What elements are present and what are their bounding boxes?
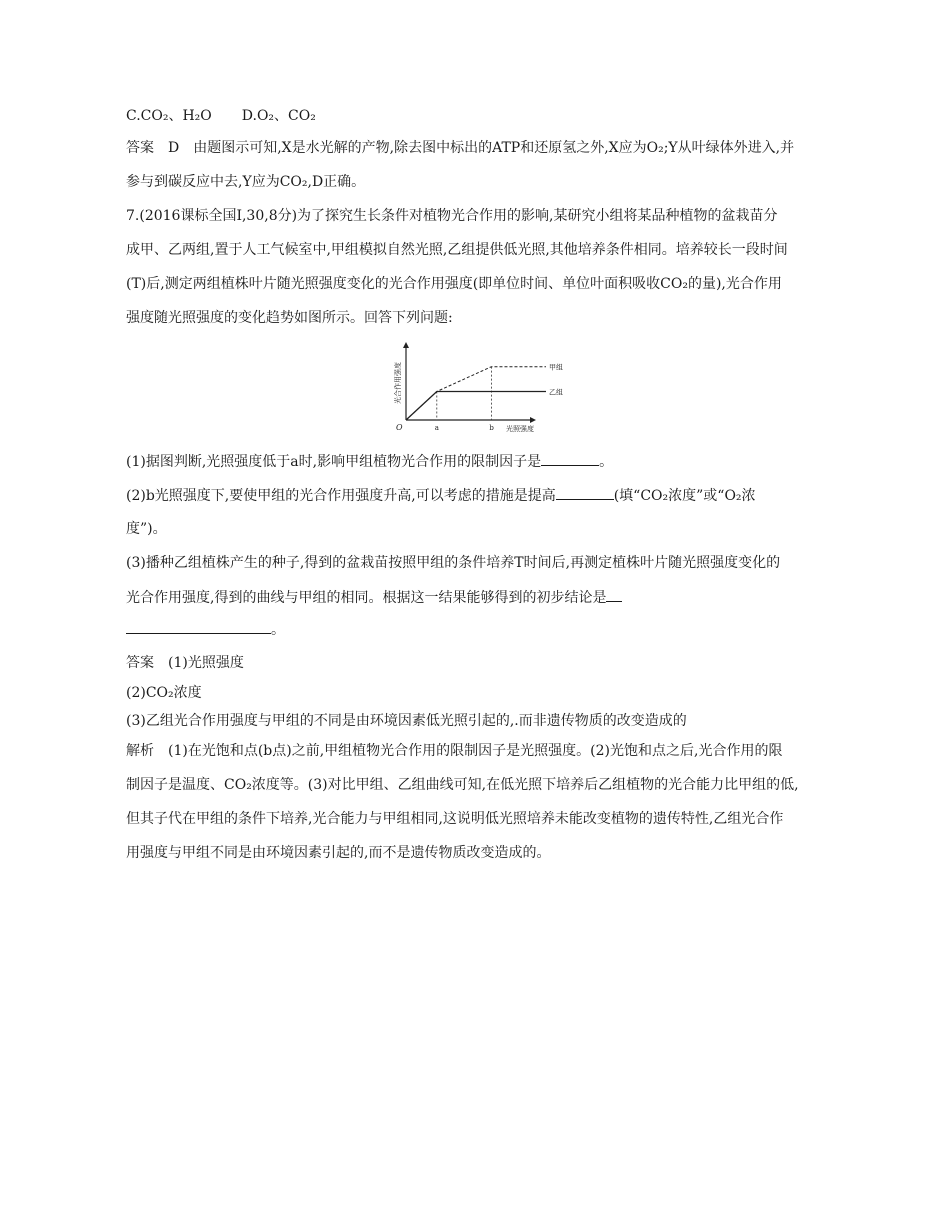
q7-stem-line4: 强度随光照强度的变化趋势如图所示。回答下列问题: <box>126 310 453 326</box>
series-line-1 <box>406 392 546 421</box>
q7-stem-line3: (T)后,测定两组植株叶片随光照强度变化的光合作用强度(即单位时间、单位叶面积吸收CO₂的量),光合作用 <box>126 276 782 292</box>
y-axis-arrow <box>403 342 409 348</box>
answer-label: 答案 <box>126 655 154 671</box>
q7-stem-line1: 7.(2016课标全国Ⅰ,30,8分)为了探究生长条件对植物光合作用的影响,某研究小组将某品种植物的盆栽苗分 <box>126 208 778 224</box>
series-label-1: 乙组 <box>549 388 563 397</box>
series-line-0 <box>406 367 546 420</box>
q7-sub3-line1: (3)播种乙组植株产生的种子,得到的盆栽苗按照甲组的条件培养T时间后,再测定植株叶片随光照强度变化的 <box>126 555 781 571</box>
analysis-line3: 但其子代在甲组的条件下培养,光合能力与甲组相同,这说明低光照培养未能改变植物的遗传特性,乙组光合作 <box>126 811 784 827</box>
x-tick-label-1: b <box>489 424 494 432</box>
analysis-label: 解析 <box>126 743 154 759</box>
x-axis-label: 光照强度 <box>506 425 534 433</box>
analysis-line2: 制因子是温度、CO₂浓度等。(3)对比甲组、乙组曲线可知,在低光照下培养后乙组植物的光合能力比甲组的低, <box>126 777 799 793</box>
option-d: D.O₂、CO₂ <box>241 108 316 124</box>
answer-explanation: 由题图示可知,X是水光解的产物,除去图中标出的ATP和还原氢之外,X应为O₂;Y从叶绿体外进入,并 <box>193 140 795 156</box>
y-axis-label: 光合作用强度 <box>394 362 402 404</box>
answer-blank-1[interactable] <box>541 451 599 466</box>
photosynthesis-chart <box>380 338 563 438</box>
answer-3: (3)乙组光合作用强度与甲组的不同是由环境因素低光照引起的,.而非遗传物质的改变造成的 <box>126 713 687 729</box>
q7-stem-line2: 成甲、乙两组,置于人工气候室中,甲组模拟自然光照,乙组提供低光照,其他培养条件相同。培养较长一段时间 <box>126 242 788 258</box>
answer-blank-2[interactable] <box>556 485 614 500</box>
answer-1: (1)光照强度 <box>168 655 244 671</box>
q7-sub3-line3: 。 <box>126 619 285 640</box>
q7-sub3-line2: 光合作用强度,得到的曲线与甲组的相同。根据这一结果能够得到的初步结论是 <box>126 587 622 608</box>
analysis-line1: 解析 (1)在光饱和点(b点)之前,甲组植物光合作用的限制因子是光照强度。(2)光饱和点之后,光合作用的限 <box>126 743 783 759</box>
answer-blank-3b[interactable] <box>126 619 271 634</box>
q7-sub1: (1)据图判断,光照强度低于a时,影响甲组植物光合作用的限制因子是 。 <box>126 451 613 472</box>
answer-letter: D <box>168 140 180 156</box>
analysis-line4: 用强度与甲组不同是由环境因素引起的,而不是遗传物质改变造成的。 <box>126 845 551 861</box>
x-tick-label-0: a <box>434 424 439 432</box>
option-c: C.CO₂、H₂O <box>126 108 212 124</box>
series-label-0: 甲组 <box>549 363 563 372</box>
answer-label: 答案 <box>126 140 154 156</box>
x-axis-arrow <box>530 417 536 423</box>
answer-blank-3a[interactable] <box>606 587 622 602</box>
q7-sub2-line2: 度”)。 <box>126 521 167 537</box>
answer-2: (2)CO₂浓度 <box>126 685 202 701</box>
origin-label: O <box>396 423 403 432</box>
q7-sub2: (2)b光照强度下,要使甲组的光合作用强度升高,可以考虑的措施是提高 (填“CO₂浓度”或“O₂浓 <box>126 485 756 506</box>
q6-answer-line2: 参与到碳反应中去,Y应为CO₂,D正确。 <box>126 174 366 190</box>
q6-answer-line1 <box>126 138 794 158</box>
options-line <box>126 106 316 126</box>
q7-answer-line1 <box>126 653 244 673</box>
